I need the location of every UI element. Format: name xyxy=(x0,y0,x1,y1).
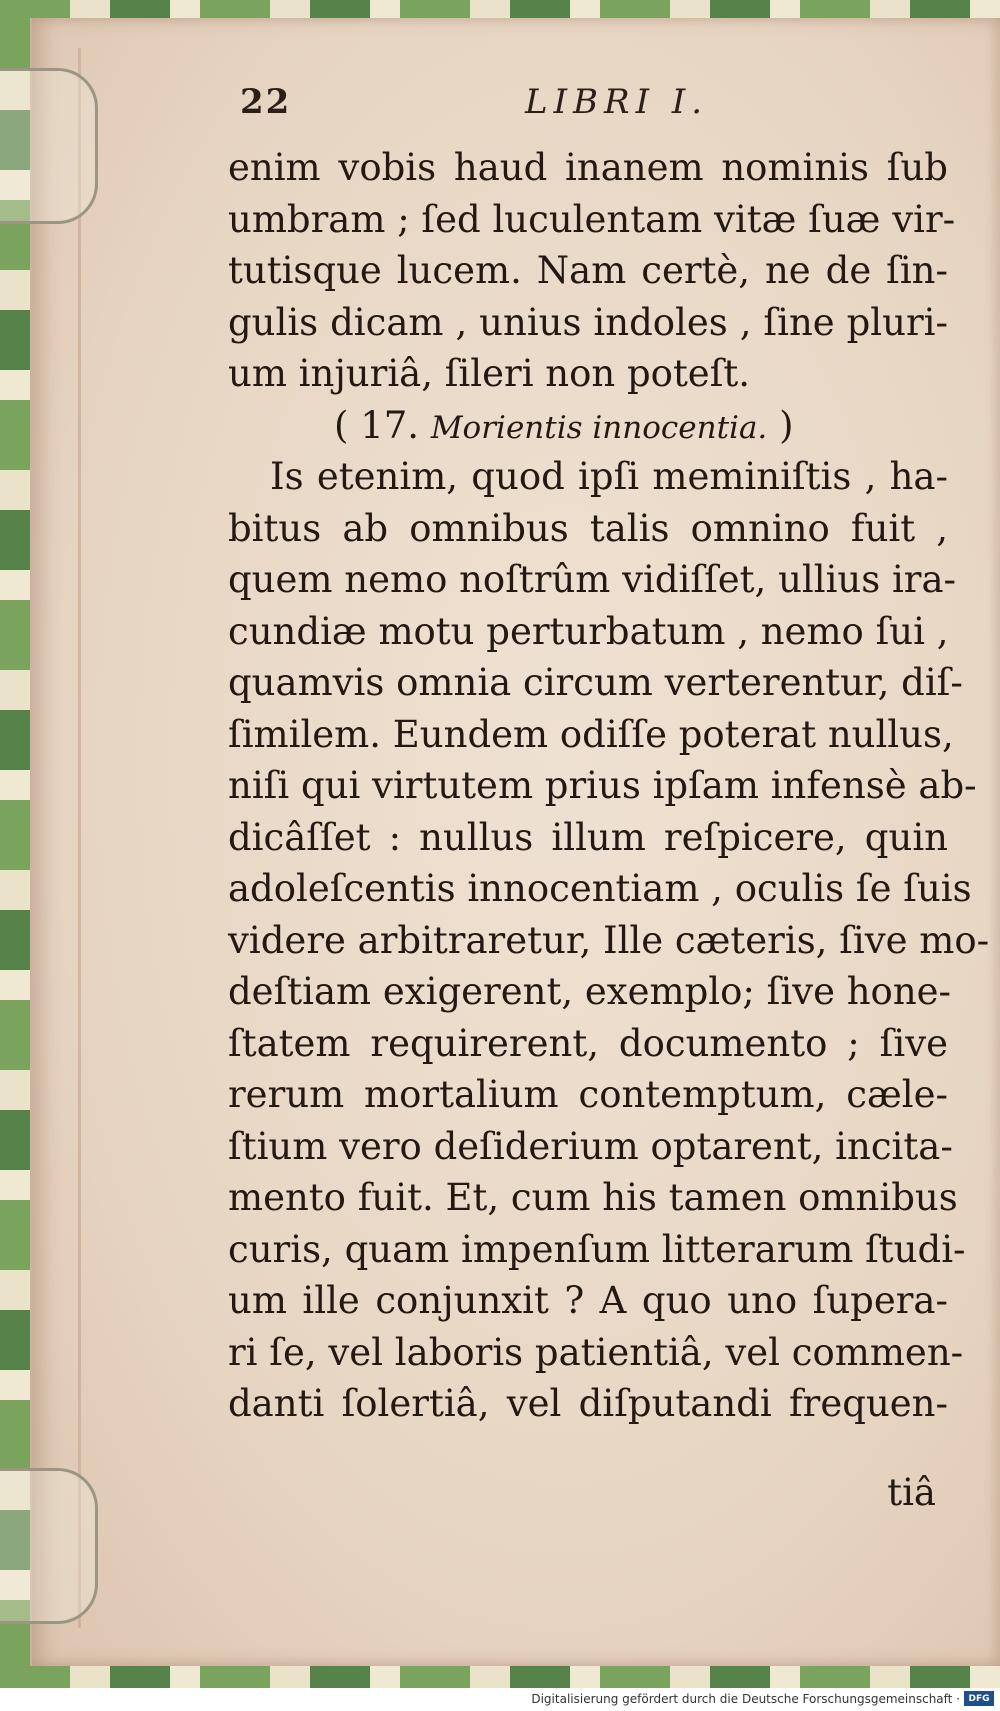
text-line: enim vobis haud inanem nominis ſub xyxy=(228,146,948,189)
catchword: tiâ xyxy=(887,1471,936,1514)
text-line: quamvis omnia circum verterentur, diſ- xyxy=(228,661,963,704)
text-line: mento fuit. Et, cum his tamen omnibus xyxy=(228,1176,958,1219)
section-heading-label: Morientis innocentia. xyxy=(430,409,768,446)
page-header xyxy=(240,82,960,132)
text-line: ſtium vero deſiderium optarent, incita- xyxy=(228,1124,953,1168)
text-line: ſtatem requirerent, documento ; ſive xyxy=(228,1021,948,1065)
text-line: um ille conjunxit ? A quo uno ſupera- xyxy=(228,1279,948,1322)
section-heading-close: ) xyxy=(779,403,794,447)
text-line: dicâſſet : nullus illum reſpicere, quin xyxy=(228,815,948,859)
text-line: deſtiam exigerent, exemplo; ſive hone- xyxy=(228,970,952,1013)
section-heading xyxy=(228,400,948,452)
text-line: curis, quam impenſum litterarum ſtudi- xyxy=(228,1227,966,1271)
running-head: LIBRI I. xyxy=(525,82,709,122)
dfg-logo-icon: DFG xyxy=(964,1691,994,1706)
text-line: ri ſe, vel laboris patientiâ, vel commen- xyxy=(228,1330,964,1374)
text-line: bitus ab omnibus talis omnino fuit , xyxy=(228,506,948,550)
body-text xyxy=(228,142,990,1430)
paragraph-continuation xyxy=(228,142,956,400)
text-line: Is etenim, quod ipſi meminiſtis , ha- xyxy=(270,455,948,498)
binding-clasp-top xyxy=(0,68,98,224)
binding-clasp-bottom xyxy=(0,1468,98,1624)
funding-credit: Digitalisierung gefördert durch die Deutsche Forschungsgemeinschaft · xyxy=(531,1692,960,1706)
section-heading-open: ( 17. xyxy=(334,403,420,447)
text-line: adoleſcentis innocentiam , oculis ſe ſuis xyxy=(228,867,972,910)
text-line: niſi qui virtutem prius ipſam infensè ab- xyxy=(228,764,977,807)
paragraph-17 xyxy=(228,451,990,1430)
text-line: um injuriâ, ſileri non poteſt. xyxy=(228,352,751,395)
page-margin-rule xyxy=(78,48,81,1628)
text-line: ſimilem. Eundem odiſſe poterat nullus, xyxy=(228,712,954,756)
text-line: tutisque lucem. Nam certè, ne de ſin- xyxy=(228,249,948,292)
text-line: danti ſolertiâ, vel diſputandi frequen- xyxy=(228,1382,948,1425)
text-line: videre arbitraretur, Ille cæteris, ſive mo- xyxy=(228,918,990,962)
text-line: umbram ; ſed luculentam vitæ ſuæ vir- xyxy=(228,197,956,241)
text-line: cundiæ motu perturbatum , nemo ſui , xyxy=(228,609,949,653)
page-number: 22 xyxy=(240,82,292,122)
text-line: rerum mortalium contemptum, cæle- xyxy=(228,1073,948,1116)
text-line: gulis dicam , unius indoles , ſine pluri- xyxy=(228,300,948,344)
text-line: quem nemo noſtrûm vidiſſet, ullius ira- xyxy=(228,558,957,601)
digitization-footer xyxy=(0,1688,1000,1711)
